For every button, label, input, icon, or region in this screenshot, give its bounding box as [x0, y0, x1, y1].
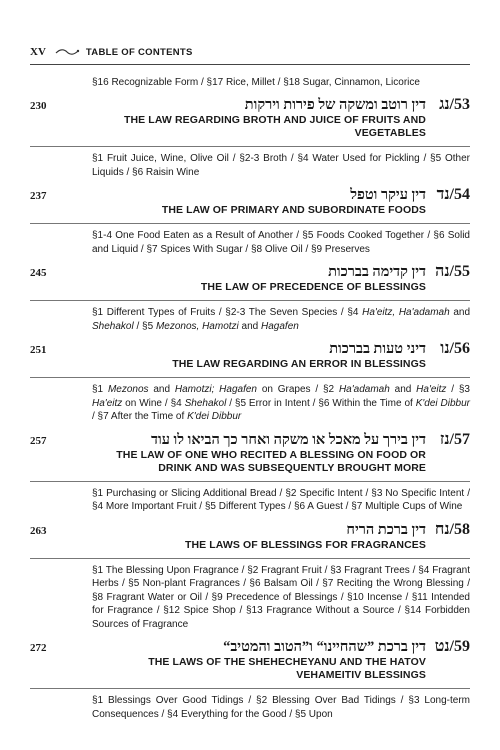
entry-hebrew-title: דין בירך על מאכל או משקה ואחר כך הביאו לו עוד	[151, 431, 426, 448]
toc-entry	[30, 521, 470, 632]
entry-description: §1 Fruit Juice, Wine, Olive Oil / §2-3 Broth / §4 Water Used for Pickling / §5 Other Liquids / §6 Raisin Wine	[92, 153, 470, 178]
entry-english-title: THE LAW OF ONE WHO RECITED A BLESSING ON FOOD OR DRINK AND WAS SUBSEQUENTLY BROUGHT MORE	[116, 448, 426, 474]
entry-english-title: THE LAW OF PRIMARY AND SUBORDINATE FOODS	[161, 204, 426, 216]
entry-hebrew-title: דין ברכת ”שהחיינו“ ו”הטוב והמטיב“	[223, 639, 426, 655]
entry-section-number: 54/נד	[436, 186, 470, 203]
entry-hebrew-title: דין רוטב ומשקה של פירות וירקות	[244, 97, 426, 113]
entry-english-title: THE LAW REGARDING AN ERROR IN BLESSINGS	[172, 358, 426, 370]
entry-page-number: 263	[30, 524, 47, 537]
entry-page-number: 230	[30, 100, 47, 112]
entry-hebrew-title: דין עיקר וטפל	[350, 187, 426, 203]
page-numeral: XV	[30, 46, 46, 58]
entry-section-number: 56/נו	[440, 340, 470, 357]
toc-entries	[30, 96, 470, 721]
running-title: TABLE OF CONTENTS	[85, 46, 193, 58]
running-head	[30, 43, 470, 61]
toc-entry	[30, 186, 470, 256]
entry-description: §1 Blessings Over Good Tidings / §2 Blessing Over Bad Tidings / §3 Long-term Consequences / §4 Everything for the Good / §5 Upon	[92, 695, 470, 720]
toc-entry	[30, 340, 470, 424]
entry-hebrew-title: דין ברכת הריח	[346, 521, 426, 538]
toc-entry	[30, 431, 470, 514]
entry-section-number: 57/נז	[439, 430, 470, 448]
entry-english-title: THE LAW REGARDING BROTH AND JUICE OF FRUITS AND VEGETABLES	[123, 114, 426, 139]
continued-description: §16 Recognizable Form / §17 Rice, Millet / §18 Sugar, Cinnamon, Licorice	[92, 77, 420, 88]
entry-rule	[30, 688, 470, 689]
entry-rule	[30, 223, 470, 224]
entry-section-number: 59/נט	[434, 638, 470, 655]
entry-rule	[30, 146, 470, 147]
ornament-icon	[54, 47, 80, 57]
entry-description: §1 Mezonos and Hamotzi; Hagafen on Grapes / §2 Ha'adamah and Ha'eitz / §3 Ha'eitz on Wine / §4 Shehakol / §5 Error in Intent / §6 Within the Time of K'dei Dibbur / §7 After the Time of K'dei Dibbur	[92, 384, 470, 422]
entry-rule	[30, 481, 470, 482]
entry-page-number: 237	[30, 190, 47, 202]
table-of-contents	[30, 76, 470, 721]
entry-rule	[30, 558, 470, 559]
entry-rule	[30, 300, 470, 301]
entry-english-title: THE LAW OF PRECEDENCE OF BLESSINGS	[200, 281, 426, 293]
entry-hebrew-title: דין קדימה בברכות	[328, 264, 426, 280]
entry-description: §1 Purchasing or Slicing Additional Bread / §2 Specific Intent / §3 No Specific Intent / §4 More Important Fruit / §5 Different Types / §6 A Guest / §7 Multiple Cups of Wine	[92, 487, 470, 512]
entry-page-number: 251	[30, 344, 47, 356]
entry-rule	[30, 377, 470, 378]
entry-hebrew-title: דיני טעות בברכות	[329, 341, 426, 357]
toc-entry	[30, 263, 470, 333]
entry-page-number: 257	[30, 434, 47, 447]
header-rule	[30, 64, 470, 65]
entry-section-number: 55/נה	[435, 263, 470, 280]
entry-english-title: THE LAWS OF THE SHEHECHEYANU AND THE HATOV VEHAMEITIV BLESSINGS	[148, 656, 426, 681]
entry-description: §1-4 One Food Eaten as a Result of Another / §5 Foods Cooked Together / §6 Solid and Liquid / §7 Spices With Sugar / §8 Olive Oil / §9 Preserves	[92, 230, 470, 255]
entry-page-number: 245	[30, 267, 47, 279]
toc-entry	[30, 638, 470, 721]
entry-section-number: 58/נח	[434, 520, 470, 538]
toc-entry	[30, 96, 470, 179]
entry-description: §1 The Blessing Upon Fragrance / §2 Fragrant Fruit / §3 Fragrant Trees / §4 Fragrant Herbs / §5 Non-plant Fragrances / §6 Balsam Oil / §7 Reciting the Wrong Blessing / §8 Fragrant Water or Oil / §9 Precedence of Blessings / §10 Incense / §11 Intended for Fragrance / §12 Spice Shop / §13 Fragrance Without a Source / §14 Forbidden Sources of Fragrance	[92, 564, 470, 630]
entry-page-number: 272	[30, 642, 47, 654]
entry-section-number: 53/נג	[439, 96, 470, 113]
entry-description: §1 Different Types of Fruits / §2-3 The Seven Species / §4 Ha'eitz, Ha'adamah and Shehakol / §5 Mezonos, Hamotzi and Hagafen	[92, 307, 471, 332]
entry-english-title: THE LAWS OF BLESSINGS FOR FRAGRANCES	[184, 538, 426, 551]
